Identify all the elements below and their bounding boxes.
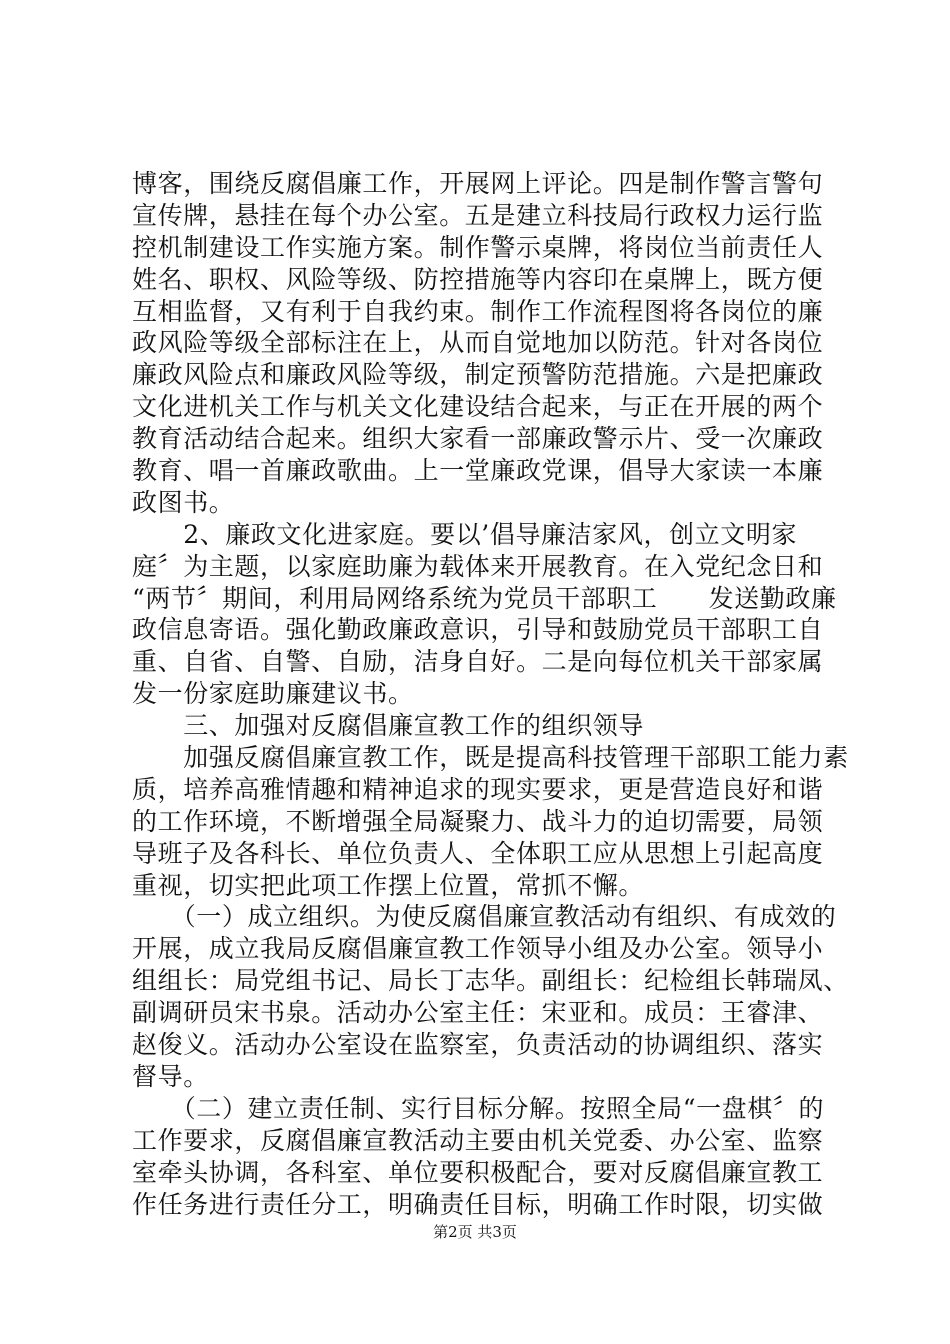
page-footer [0,1222,950,1242]
text-line: 教育、唱一首廉政歌曲。上一堂廉政党课，倡导大家读一本廉 [132,456,824,486]
text-line: “两节〞期间，利用局网络系统为党员干部职工 发送勤政廉 [132,583,837,613]
text-line: 督导。 [132,1061,209,1091]
page-number: 第2页 共3页 [433,1223,517,1241]
text-line: 组组长：局党组书记、局长丁志华。副组长：纪检组长韩瑞凤、 [132,966,849,996]
text-line: 质，培养高雅情趣和精神追求的现实要求，更是营造良好和谐 [132,774,824,804]
text-line: 重、自省、自警、自励，洁身自好。二是向每位机关干部家属 [132,647,824,677]
section-heading: 三、加强对反腐倡廉宣教工作的组织领导 [132,711,645,741]
text-line: 加强反腐倡廉宣教工作，既是提高科技管理干部职工能力素 [132,743,849,773]
body-text [132,168,849,1220]
text-line: 政图书。 [132,487,235,517]
text-line: 庭〞为主题，以家庭助廉为载体来开展教育。在入党纪念日和 [132,551,824,581]
text-line: 宣传牌，悬挂在每个办公室。五是建立科技局行政权力运行监 [132,200,824,230]
text-line: 文化进机关工作与机关文化建设结合起来，与正在开展的两个 [132,392,824,422]
text-line: 教育活动结合起来。组织大家看一部廉政警示片、受一次廉政 [132,424,824,454]
text-line: 赵俊义。活动办公室设在监察室，负责活动的协调组织、落实 [132,1030,824,1060]
text-line: 廉政风险点和廉政风险等级，制定预警防范措施。六是把廉政 [132,360,824,390]
text-line: 姓名、职权、风险等级、防控措施等内容印在桌牌上，既方便 [132,264,824,294]
text-line: 2、廉政文化进家庭。要以’倡导廉洁家风，创立文明家 [132,519,798,549]
text-line: 室牵头协调，各科室、单位要积极配合，要对反腐倡廉宣教工 [132,1157,824,1187]
text-line: 控机制建设工作实施方案。制作警示桌牌，将岗位当前责任人 [132,232,824,262]
text-line: 博客，围绕反腐倡廉工作，开展网上评论。四是制作警言警句 [132,169,824,198]
text-line: 副调研员宋书泉。活动办公室主任：宋亚和。成员：王睿津、 [132,998,824,1028]
text-line: 重视，切实把此项工作摆上位置，常抓不懈。 [132,870,645,900]
text-line: （一）成立组织。为使反腐倡廉宣教活动有组织、有成效的 [132,902,837,932]
text-line: 互相监督，又有利于自我约束。制作工作流程图将各岗位的廉 [132,296,824,326]
text-line: 的工作环境，不断增强全局凝聚力、战斗力的迫切需要，局领 [132,806,824,836]
text-line: 作任务进行责任分工，明确责任目标，明确工作时限，切实做 [132,1189,824,1219]
text-line: 政风险等级全部标注在上，从而自觉地加以防范。针对各岗位 [132,328,824,358]
text-line: 开展，成立我局反腐倡廉宣教工作领导小组及办公室。领导小 [132,934,824,964]
text-line: 导班子及各科长、单位负责人、全体职工应从思想上引起高度 [132,838,824,868]
text-line: 发一份家庭助廉建议书。 [132,679,414,709]
text-line: 工作要求，反腐倡廉宣教活动主要由机关党委、办公室、监察 [132,1125,824,1155]
text-line: 政信息寄语。强化勤政廉政意识，引导和鼓励党员干部职工自 [132,615,824,645]
text-line: （二）建立责任制、实行目标分解。按照全局“一盘棋〞的 [132,1093,825,1123]
